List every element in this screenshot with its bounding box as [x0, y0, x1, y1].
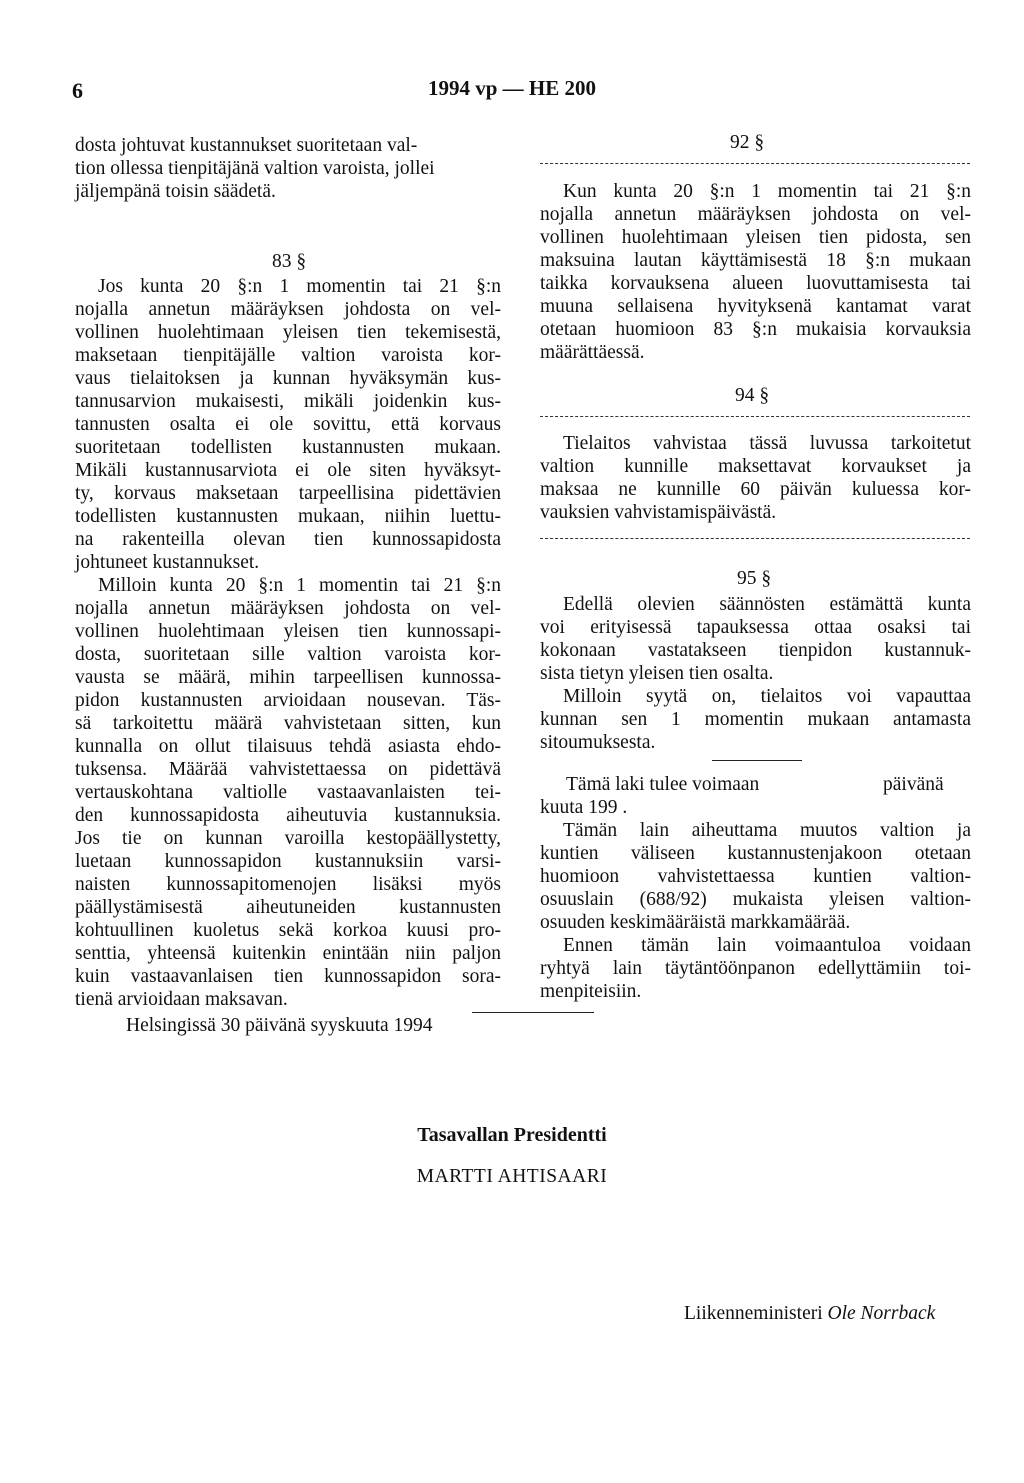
section-83-heading: 83 § — [272, 251, 307, 272]
intro-line: jäljempänä toisin säädetä. — [75, 181, 276, 202]
s83-line: naisten kunnossapitomenojen lisäksi myös — [75, 874, 501, 895]
s83-line: na rakenteilla olevan tien kunnossapidosta — [75, 529, 501, 550]
s83-line: senttia, yhteensä kuitenkin enintään niin paljon — [75, 943, 501, 964]
s83-line: maksetaan tienpitäjälle valtion varoista kor- — [75, 345, 501, 366]
entry-into-force-month: kuuta 199 . — [540, 797, 628, 818]
intro-line: dosta johtuvat kustannukset suoritetaan val- — [75, 135, 418, 156]
entry-into-force-line: Tämä laki tulee voimaan — [566, 774, 760, 795]
s92-line: määrättäessä. — [540, 342, 645, 363]
page-number: 6 — [72, 78, 83, 103]
omission-dashes — [540, 416, 970, 417]
s92-line: taikka korvauksena alueen luovuttamisesta tai — [540, 273, 971, 294]
s83-line: johtuneet kustannukset. — [75, 552, 260, 573]
minister-name: Ole Norrback — [827, 1303, 936, 1324]
s92-line: maksuina lautan käyttämisestä 18 §:n mukaan — [540, 250, 971, 271]
s83-line: tannusarvion mukaisesti, mikäli joidenkin kus- — [75, 391, 501, 412]
s83-line: luetaan kunnossapidon kustannuksiin varsi- — [75, 851, 501, 872]
s83-line: kunnalla on ollut tilaisuus tehdä asiasta ehdo- — [75, 736, 501, 757]
s83-line: tannusten osalta ei ole sovittu, että korvaus — [75, 414, 501, 435]
s83-line: Jos kunta 20 §:n 1 momentin tai 21 §:n — [98, 276, 501, 297]
s83-line: nojalla annetun määräyksen johdosta on vel- — [75, 299, 501, 320]
s83-line: pidon kustannusten arvioidaan nousevan. Täs- — [75, 690, 501, 711]
s83-line: Jos tie on kunnan varoilla kestopäällystetty, — [75, 828, 501, 849]
s83-line: kuin vastaavanlaisen tien kunnossapidon sora- — [75, 966, 501, 987]
minister-signature — [684, 1303, 935, 1325]
s95-line: sitoumuksesta. — [540, 732, 656, 753]
signature-place-date: Helsingissä 30 päivänä syyskuuta 1994 — [126, 1015, 433, 1036]
entry-into-force-day: päivänä — [883, 774, 944, 795]
s83-line: vertauskohtana valtiolle vastaavanlaisten tei- — [75, 782, 501, 803]
s83-line: kohtuullinen kuoletus sekä korkoa kuusi pro- — [75, 920, 501, 941]
s83-line: den kunnossapidosta aiheutuvia kustannuksia. — [75, 805, 501, 826]
intro-line: tion ollessa tienpitäjänä valtion varoista, jollei — [75, 158, 435, 179]
final-line: osuuslain (688/92) mukaista yleisen valtion- — [540, 889, 971, 910]
s94-line: maksaa ne kunnille 60 päivän kuluessa kor- — [540, 479, 971, 500]
end-rule — [472, 1012, 594, 1013]
s95-line: Edellä olevien säännösten estämättä kunta — [563, 594, 971, 615]
s83-line: sä tarkoitettu määrä vahvistetaan sitten, kun — [75, 713, 501, 734]
s83-line: ty, korvaus maksetaan tarpeellisina pidettävien — [75, 483, 501, 504]
s83-line: vollinen huolehtimaan yleisen tien kunnossapi- — [75, 621, 501, 642]
s92-line: Kun kunta 20 §:n 1 momentin tai 21 §:n — [563, 181, 971, 202]
signature-name: MARTTI AHTISAARI — [416, 1166, 608, 1187]
final-line: menpiteisiin. — [540, 981, 642, 1002]
s83-line: Mikäli kustannusarviota ei ole siten hyväksyt- — [75, 460, 501, 481]
s83-line: nojalla annetun määräyksen johdosta on vel- — [75, 598, 501, 619]
s83-line: tienä arvioidaan maksavan. — [75, 989, 288, 1010]
running-title: 1994 vp — HE 200 — [427, 76, 597, 100]
s83-line: vollinen huolehtimaan yleisen tien tekemisestä, — [75, 322, 501, 343]
s95-line: Milloin syytä on, tielaitos voi vapauttaa — [563, 686, 971, 707]
s83-line: suoritetaan todellisten kustannusten mukaan. — [75, 437, 501, 458]
s95-line: kokonaan vastatakseen tienpidon kustannuk- — [540, 640, 971, 661]
s92-line: vollinen huolehtimaan yleisen tien pidosta, sen — [540, 227, 971, 248]
omission-dashes — [540, 163, 970, 164]
s92-line: otetaan huomioon 83 §:n mukaisia korvauksia — [540, 319, 971, 340]
s83-line: päällystämisestä aiheutuneiden kustannusten — [75, 897, 501, 918]
final-line: Ennen tämän lain voimaantuloa voidaan — [563, 935, 971, 956]
s95-line: sista tietyn yleisen tien osalta. — [540, 663, 774, 684]
minister-role: Liikenneministeri — [684, 1303, 823, 1324]
section-92-heading: 92 § — [730, 132, 765, 153]
signature-title: Tasavallan Presidentti — [417, 1124, 607, 1146]
s94-line: valtion kunnille maksettavat korvaukset ja — [540, 456, 971, 477]
s83-line: vausta se määrä, mihin tarpeellisen kunnossa- — [75, 667, 501, 688]
section-94-heading: 94 § — [735, 385, 770, 406]
s83-line: tuksensa. Määrää vahvistettaessa on pidettävä — [75, 759, 501, 780]
s94-line: Tielaitos vahvistaa tässä luvussa tarkoitetut — [563, 433, 971, 454]
omission-dashes — [540, 538, 970, 539]
s83-line: vaus tielaitoksen ja kunnan hyväksymän kus- — [75, 368, 501, 389]
s83-line: todellisten kustannusten mukaan, niihin luettu- — [75, 506, 501, 527]
s92-line: muuna sellaisena hyvityksenä kantamat varat — [540, 296, 971, 317]
final-line: huomioon vahvistettaessa kuntien valtion- — [540, 866, 971, 887]
final-line: kuntien väliseen kustannustenjakoon otetaan — [540, 843, 971, 864]
final-line: ryhtyä lain täytäntöönpanon edellyttämiin toi- — [540, 958, 971, 979]
s92-line: nojalla annetun määräyksen johdosta on vel- — [540, 204, 971, 225]
s95-line: kunnan sen 1 momentin mukaan antamasta — [540, 709, 971, 730]
s94-line: vauksien vahvistamispäivästä. — [540, 502, 777, 523]
s83-line: Milloin kunta 20 §:n 1 momentin tai 21 §:n — [98, 575, 501, 596]
section-95-heading: 95 § — [737, 568, 772, 589]
final-line: osuuden keskimääräistä markkamäärää. — [540, 912, 851, 933]
section-rule — [712, 760, 802, 761]
final-line: Tämän lain aiheuttama muutos valtion ja — [563, 820, 971, 841]
s83-line: dosta, suoritetaan sille valtion varoista kor- — [75, 644, 501, 665]
s95-line: voi erityisessä tapauksessa ottaa osaksi tai — [540, 617, 971, 638]
